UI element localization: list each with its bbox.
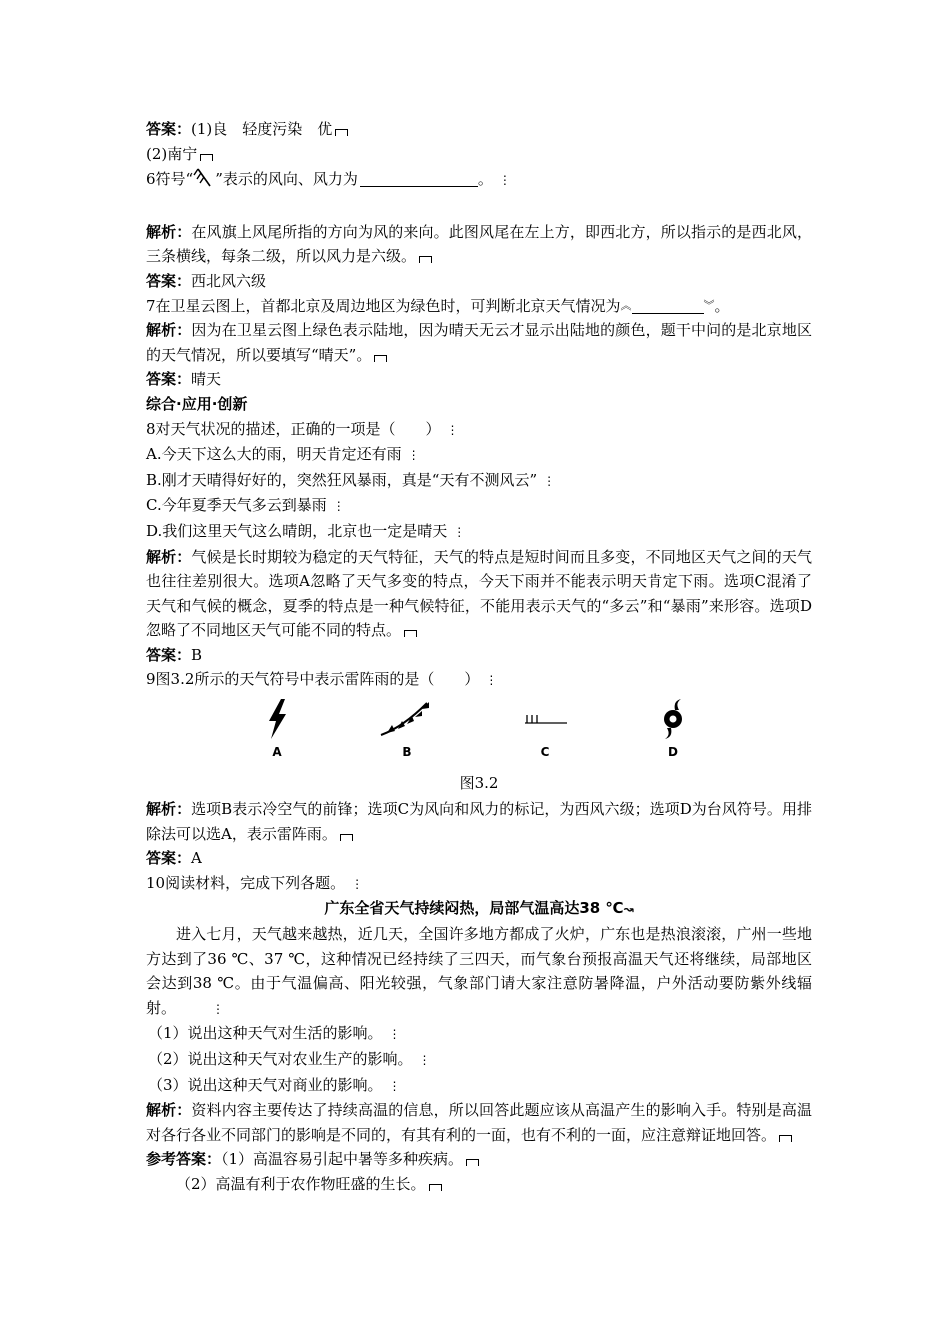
q10-ref-answer-1-text: （1）高温容易引起中暑等多种疾病。	[221, 1150, 464, 1169]
symbol-b-label: B	[402, 745, 412, 760]
q10-stem	[146, 871, 812, 897]
q9-answer-text: A	[191, 849, 202, 868]
section-mark-icon: ⋮	[453, 524, 466, 539]
q6-stem-pre: 6符号“	[146, 170, 194, 189]
q7-answer	[146, 367, 812, 392]
q8-answer	[146, 643, 812, 668]
answer-label: 答案：	[146, 370, 192, 389]
section-mark-icon: ⋮	[388, 1027, 401, 1042]
q8-option-a	[146, 442, 812, 468]
q9-stem	[146, 667, 812, 693]
answer-label: 答案：	[146, 849, 192, 868]
q6-stem-post: ”表示的风向、风力为	[215, 170, 358, 189]
weather-symbols-figure	[146, 697, 812, 765]
return-mark-icon	[419, 256, 432, 263]
q6-stem-end: 。	[477, 170, 493, 189]
q6-stem	[146, 166, 812, 196]
section-title: 综合·应用·创新	[146, 394, 248, 413]
q8-option-b	[146, 468, 812, 494]
q7-stem-text: 7在卫星云图上，首都北京及周边地区为绿色时，可判断北京天气情况为	[146, 296, 621, 315]
q8-stem	[146, 417, 812, 443]
q5-answer-text2: (2)南宁	[146, 144, 198, 163]
q10-question-1-text: （1）说出这种天气对生活的影响。	[148, 1024, 383, 1043]
wind-west-six-icon	[515, 697, 575, 741]
q10-analysis-text: 资料内容主要传达了持续高温的信息，所以回答此题应该从高温产生的影响入手。特别是高温对各行各业不同部门的影响是不同的，有其有利的一面，也有不利的一面，应注意辩证地回答。	[146, 1101, 812, 1144]
q10-question-2	[146, 1047, 812, 1073]
q6-analysis	[146, 220, 812, 269]
q10-question-2-text: （2）说出这种天气对农业生产的影响。	[148, 1050, 413, 1068]
q10-analysis	[146, 1098, 812, 1147]
q8-analysis	[146, 545, 812, 643]
section-mark-icon: ⋮	[407, 448, 420, 463]
q8-option-b-text: B.刚才天晴得好好的，突然狂风暴雨，真是“天有不测风云”	[146, 470, 538, 489]
q7-stem	[146, 294, 812, 319]
return-mark-icon	[200, 154, 213, 161]
answer-blank	[632, 298, 704, 314]
typhoon-icon	[653, 697, 693, 741]
q7-analysis	[146, 318, 812, 367]
symbol-c-label: C	[540, 745, 550, 760]
analysis-label: 解析：	[146, 547, 192, 566]
q9-answer	[146, 846, 812, 871]
q8-stem-text: 8对天气状况的描述，正确的一项是（ ）	[146, 419, 441, 438]
caret-right-icon: ︾	[703, 298, 715, 312]
return-mark-icon	[779, 1135, 792, 1142]
analysis-label: 解析：	[146, 1101, 192, 1120]
return-mark-icon	[374, 355, 387, 362]
answer-label: 答案：	[146, 645, 192, 664]
material-body: 进入七月，天气越来越热，近几天，全国许多地方都成了火炉，广东也是热浪滚滚，广州一些地方达到了36 ℃、37 ℃，这种情况已经持续了三四天，而气象台预报高温天气还将继续，局部地区会达到38 ℃。由于气温偏高、阳光较强，气象部门请大家注意防暑降温，户外活动要防紫外线辐射。	[146, 925, 812, 1017]
ref-answer-label: 参考答案：	[146, 1150, 222, 1169]
q5-answer-line2	[146, 142, 812, 167]
return-mark-icon	[404, 630, 417, 637]
q8-option-c-text: C.今年夏季天气多云到暴雨	[146, 496, 327, 515]
analysis-label: 解析：	[146, 800, 192, 819]
return-mark-icon	[340, 834, 353, 841]
q5-answer-text1: (1)良 轻度污染 优	[191, 120, 333, 138]
q9-analysis	[146, 797, 812, 846]
symbol-c	[515, 697, 575, 759]
answer-blank	[360, 171, 478, 187]
section-mark-icon: ⋮	[388, 1078, 401, 1093]
symbol-d	[643, 697, 703, 759]
q6-answer	[146, 269, 812, 294]
answer-label: 答案：	[146, 271, 192, 290]
section-mark-icon: ⋮	[351, 876, 364, 891]
document-page	[146, 117, 812, 1197]
section-mark-icon: ⋮	[332, 499, 345, 514]
q10-stem-text: 10阅读材料，完成下列各题。	[146, 873, 346, 892]
spacer	[146, 196, 812, 220]
symbol-d-label: D	[668, 745, 678, 760]
lightning-icon	[257, 697, 297, 741]
q10-question-3	[146, 1073, 812, 1099]
q10-question-3-text: （3）说出这种天气对商业的影响。	[148, 1075, 383, 1094]
q8-option-d-text: D.我们这里天气这么晴朗，北京也一定是晴天	[146, 521, 448, 540]
q10-ref-answer-2	[146, 1172, 812, 1197]
material-title-text: 广东全省天气持续闷热，局部气温高达38 ℃	[324, 899, 624, 918]
return-mark-icon	[466, 1159, 479, 1166]
q6-analysis-text: 在风旗上风尾所指的方向为风的来向。此图风尾在左上方，即西北方，所以指示的是西北风，三条横线，每条二级，所以风力是六级。	[146, 222, 812, 266]
q5-answer-line1	[146, 117, 812, 142]
material-title	[146, 896, 812, 922]
q8-option-a-text: A.今天下这么大的雨，明天肯定还有雨	[146, 445, 402, 464]
cold-front-icon	[377, 697, 437, 741]
q10-ref-answer-2-text: （2）高温有利于农作物旺盛的生长。	[176, 1174, 426, 1193]
return-mark-icon	[429, 1184, 442, 1191]
q9-analysis-text: 选项B表示冷空气的前锋；选项C为风向和风力的标记，为西风六级；选项D为台风符号。用排除法可以选A，表示雷阵雨。	[146, 800, 812, 843]
analysis-label: 解析：	[146, 222, 192, 241]
q6-answer-text: 西北风六级	[191, 271, 267, 290]
q8-answer-text: B	[191, 645, 203, 664]
section-mark-icon: ⋮	[212, 1001, 225, 1016]
q7-analysis-text: 因为在卫星云图上绿色表示陆地，因为晴天无云才显示出陆地的颜色，题干中问的是北京地区的天气情况，所以要填写“晴天”。	[146, 321, 812, 364]
q8-option-d	[146, 519, 812, 545]
q10-question-1	[146, 1021, 812, 1047]
analysis-label: 解析：	[146, 321, 192, 340]
symbol-a-label: A	[272, 745, 282, 760]
symbol-b	[377, 697, 437, 759]
figure-caption: 图3.2	[459, 774, 499, 793]
caret-left-icon: ︽	[620, 298, 632, 312]
q7-answer-text: 晴天	[191, 370, 222, 389]
q8-analysis-text: 气候是长时期较为稳定的天气特征，天气的特点是短时间而且多变，不同地区天气之间的天气也往往差别很大。选项A忽略了天气多变的特点，今天下雨并不能表示明天肯定下雨。选项C混淆了天气和气候的概念，夏季的特点是一种气候特征，不能用表示天气的“多云”和“暴雨”来形容。选项D忽略了不同地区天气可能不同的特点。	[146, 547, 812, 640]
return-mark-icon	[335, 129, 348, 136]
section-mark-icon: ⋮	[543, 473, 556, 488]
q9-stem-text: 9图3.2所示的天气符号中表示雷阵雨的是（ ）	[146, 670, 480, 689]
section-mark-icon: ⋮	[498, 173, 511, 188]
q10-ref-answer-1	[146, 1147, 812, 1172]
section-mark-icon: ⋮	[446, 422, 459, 437]
q7-stem-end: 。	[714, 296, 730, 315]
q8-option-c	[146, 493, 812, 519]
answer-label: 答案：	[146, 120, 192, 138]
material-text	[146, 922, 812, 1021]
anchor-icon: ↝	[623, 902, 634, 917]
section-mark-icon: ⋮	[418, 1053, 431, 1067]
symbol-a	[247, 697, 307, 759]
section-mark-icon: ⋮	[485, 673, 498, 688]
wind-barb-icon	[193, 166, 215, 196]
